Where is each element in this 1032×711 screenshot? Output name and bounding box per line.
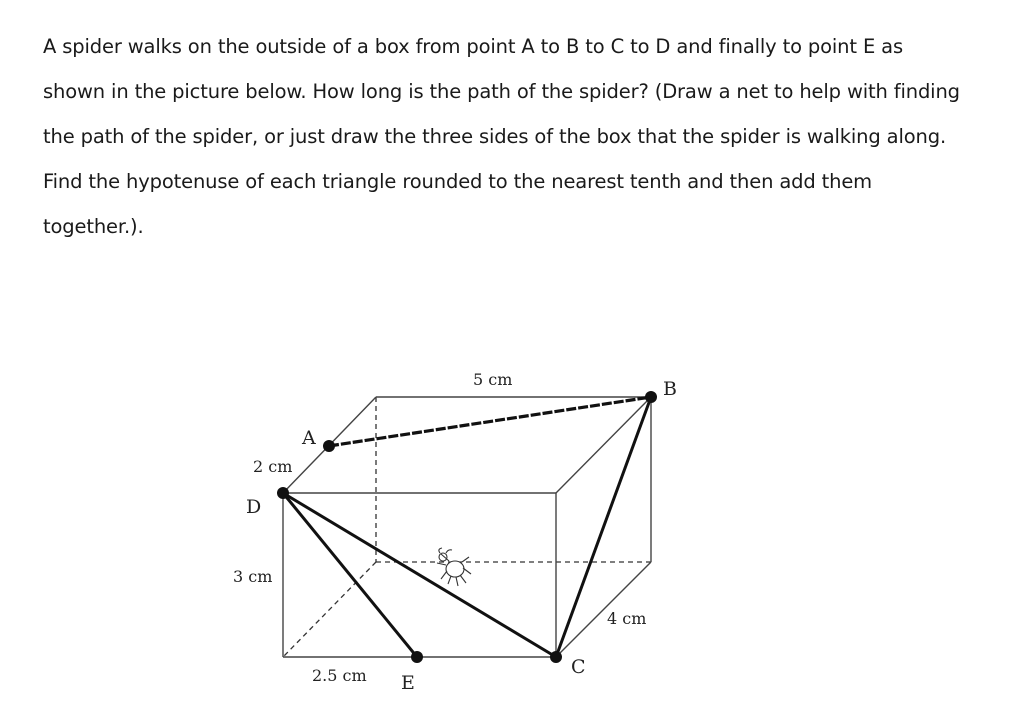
- spider-icon: [437, 548, 471, 586]
- dimension-bottom-label: 2.5 cm: [312, 666, 367, 685]
- path-d-to-e: [283, 493, 417, 657]
- point-c-marker: [550, 651, 562, 663]
- dimension-height-label: 3 cm: [233, 567, 273, 586]
- problem-line-2: shown in the picture below. How long is the path of the spider? (Draw a net to help with finding: [43, 80, 960, 103]
- point-a-marker: [323, 440, 335, 452]
- dimension-top-label: 5 cm: [473, 370, 513, 389]
- point-d-label: D: [246, 496, 262, 518]
- point-c-label: C: [571, 656, 586, 678]
- path-c-to-d: [283, 493, 556, 657]
- dimension-depth-left-label: 2 cm: [253, 457, 293, 476]
- point-b-marker: [645, 391, 657, 403]
- point-a-label: A: [302, 427, 316, 449]
- point-b-label: B: [663, 378, 677, 400]
- problem-line-4: Find the hypotenuse of each triangle rounded to the nearest tenth and then add them: [43, 170, 873, 193]
- point-e-marker: [411, 651, 423, 663]
- path-points: [277, 391, 657, 663]
- point-d-marker: [277, 487, 289, 499]
- path-a-to-b: [329, 397, 651, 446]
- hidden-bottom-depth-edge: [283, 562, 376, 657]
- dimension-depth-right-label: 4 cm: [607, 609, 647, 628]
- problem-line-5: together.).: [43, 215, 144, 238]
- problem-line-3: the path of the spider, or just draw the three sides of the box that the spider is walking along.: [43, 125, 946, 148]
- top-right-depth-edge: [556, 397, 651, 493]
- problem-line-1: A spider walks on the outside of a box from point A to B to C to D and finally to point E as: [43, 35, 903, 58]
- point-e-label: E: [401, 672, 415, 694]
